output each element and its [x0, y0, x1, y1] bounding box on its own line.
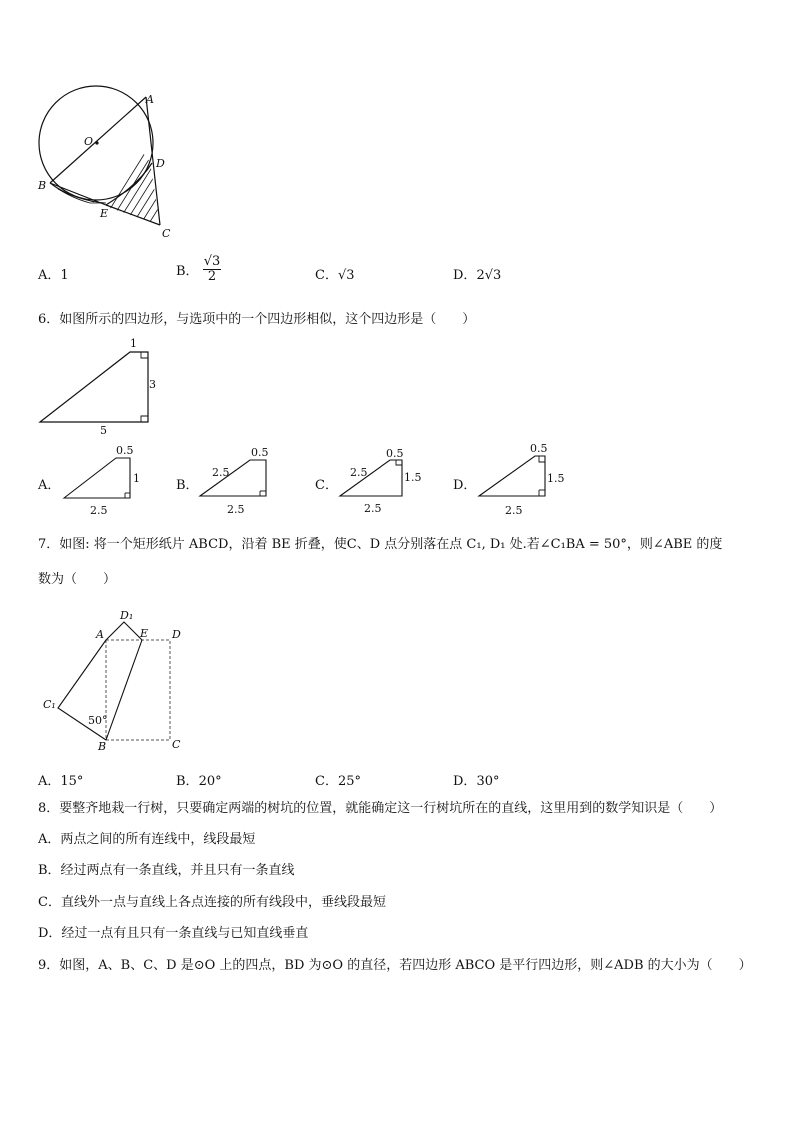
q6-option-d-figure [477, 442, 577, 518]
q8-option-b[interactable]: B．经过两点有一条直线，并且只有一条直线 [38, 863, 295, 878]
fraction: $\frac{√3}{2}$ [203, 254, 221, 284]
q5-option-d[interactable]: D．2√3 [453, 268, 502, 283]
q5-figure [30, 85, 190, 240]
q5-option-a[interactable]: A．1 [38, 268, 69, 283]
label-right: 1.5 [547, 472, 565, 485]
q7-option-b[interactable]: B．20° [176, 774, 222, 789]
label-d: D [172, 628, 181, 641]
q6-option-a[interactable]: A． [38, 478, 61, 493]
label-top: 0.5 [530, 442, 548, 455]
q6-question: 6．如图所示的四边形，与选项中的一个四边形相似，这个四边形是（ ） [38, 312, 476, 327]
label-d1: D₁ [120, 609, 134, 622]
label-e: E [140, 627, 149, 640]
label-bottom: 5 [100, 424, 107, 437]
label-a: A [96, 628, 104, 641]
label-b: B [98, 740, 107, 753]
label-o: O [84, 135, 94, 148]
label-c: C [162, 227, 171, 240]
q5-option-c[interactable]: C．√3 [315, 268, 355, 283]
label-left: 2.5 [212, 466, 230, 479]
label-angle: 50° [88, 714, 108, 727]
label-top: 0.5 [116, 444, 134, 457]
label-bottom: 2.5 [364, 502, 382, 515]
label-bottom: 2.5 [505, 504, 523, 517]
q7-option-a[interactable]: A．15° [38, 774, 84, 789]
q7-question-line2: 数为（ ） [38, 572, 117, 587]
label-left: 2.5 [350, 466, 368, 479]
q8-option-c[interactable]: C．直线外一点与直线上各点连接的所有线段中，垂线段最短 [38, 895, 386, 910]
label-c1: C₁ [43, 698, 56, 711]
q9-question: 9．如图，A、B、C、D 是⊙O 上的四点，BD 为⊙O 的直径，若四边形 ABCO 是平行四边形，则∠ADB 的大小为（ ） [38, 958, 752, 973]
label-top: 0.5 [386, 447, 404, 460]
label-right: 3 [149, 378, 156, 391]
q6-option-d[interactable]: D． [453, 478, 477, 493]
q6-option-c[interactable]: C． [315, 478, 338, 493]
q8-option-a[interactable]: A．两点之间的所有连线中，线段最短 [38, 832, 256, 847]
q6-option-c-figure [338, 446, 428, 518]
label-e: E [100, 207, 109, 220]
label-right: 1 [133, 472, 140, 485]
q5-option-b[interactable]: B． $\frac{√3}{2}$ [176, 254, 221, 284]
label-top: 0.5 [251, 446, 269, 459]
q6-option-b[interactable]: B． [176, 478, 199, 493]
label-bottom: 2.5 [90, 504, 108, 517]
q7-option-d[interactable]: D．30° [453, 774, 500, 789]
label-b: B [38, 179, 47, 192]
label-d: D [156, 157, 165, 170]
label-a: A [146, 93, 154, 106]
q8-question: 8．要整齐地栽一行树，只要确定两端的树坑的位置，就能确定这一行树坑所在的直线，这里用到的数学知识是（ ） [38, 801, 723, 816]
q7-figure [38, 608, 188, 753]
label-right: 1.5 [404, 471, 422, 484]
label-c: C [172, 738, 181, 751]
label-bottom: 2.5 [227, 503, 245, 516]
q7-option-c[interactable]: C．25° [315, 774, 361, 789]
q6-figure [38, 336, 168, 436]
q6-option-b-figure [198, 444, 288, 516]
q6-option-a-figure [62, 444, 152, 516]
q8-option-d[interactable]: D．经过一点有且只有一条直线与已知直线垂直 [38, 926, 309, 941]
label-top: 1 [130, 337, 137, 350]
q7-question-line1: 7．如图: 将一个矩形纸片 ABCD，沿着 BE 折叠，使C、D 点分别落在点 C₁, D₁ 处.若∠C₁BA = 50°，则∠ABE 的度 [38, 537, 723, 552]
